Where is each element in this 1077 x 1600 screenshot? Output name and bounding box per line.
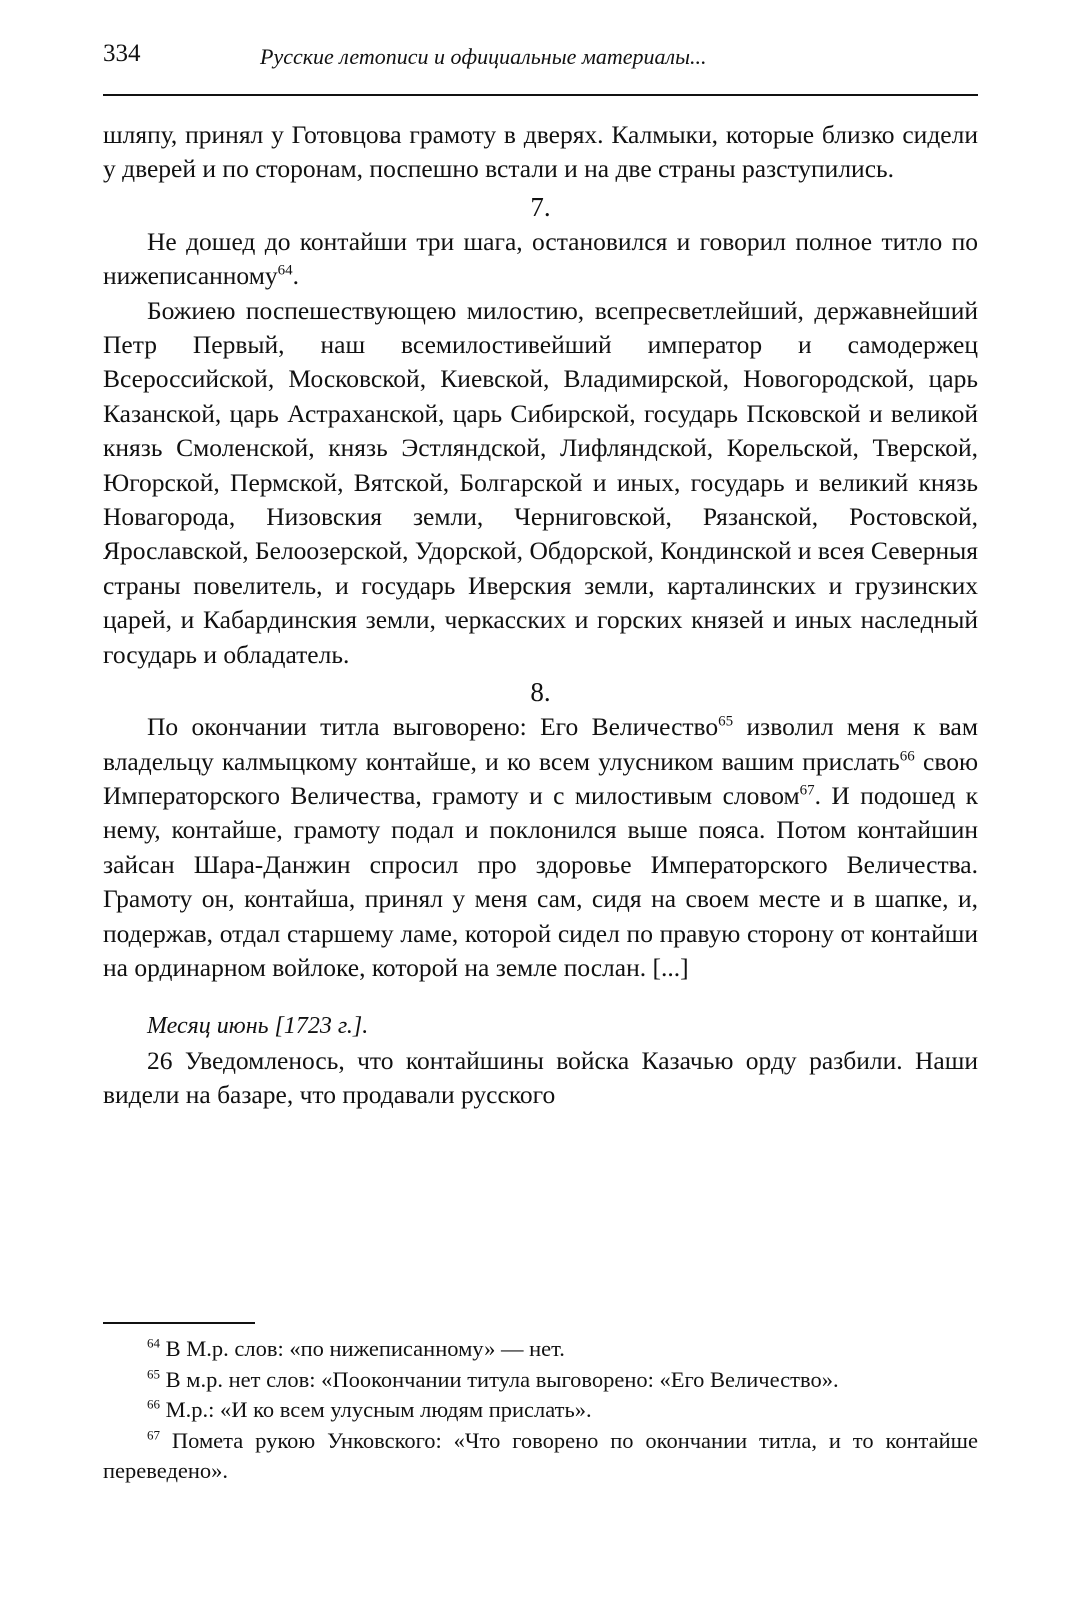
footnote-ref-64[interactable]: 64 bbox=[277, 262, 293, 279]
footnote-number: 64 bbox=[147, 1335, 160, 1351]
paragraph-1: шляпу, принял у Готовцова грамоту в дверях. Калмыки, которые близко сидели у дверей и по сторонам, поспешно встали и на две страны разступились. bbox=[103, 120, 978, 184]
paragraph-4-part-b: изволил меня к вам владельцу калмыцкому контайше, и ко всем улусником вашим прислать bbox=[103, 712, 978, 776]
footnote-64 bbox=[103, 1334, 978, 1365]
footnote-text: М.р.: «И ко всем улусным людям прислать». bbox=[160, 1397, 592, 1422]
page-number: 334 bbox=[103, 40, 141, 67]
footnotes bbox=[103, 1334, 978, 1487]
footnote-text: В м.р. нет слов: «Поокончании титула выговорено: «Его Величество». bbox=[160, 1366, 839, 1392]
paragraph-4 bbox=[103, 710, 978, 985]
paragraph-2-end: . bbox=[292, 261, 299, 291]
date-heading: Месяц июнь [1723 г.]. bbox=[147, 1013, 369, 1040]
paragraph-2 bbox=[103, 225, 978, 294]
footnote-text: В М.р. слов: «по нижеписанному» — нет. bbox=[160, 1336, 565, 1361]
header-rule bbox=[103, 94, 978, 96]
paragraph-4-part-d: . И подошед к нему, контайше, грамоту подал и поклонился выше пояса. Потом контайшин зайсан Шара-Данжин спросил про здоровье Императорского Величества. Грамоту он, контайша, принял у меня сам, сидя на своем месте и в шапке, и, подержав, отдал старшему ламе, которой сидел по правую сторону от контайши на ординарном войлоке, которой на земле послан. [...] bbox=[103, 780, 978, 982]
footnote-number: 66 bbox=[147, 1396, 160, 1412]
footnote-65 bbox=[103, 1365, 978, 1396]
paragraph-4-part-a: По окончании титла выговорено: Его Величество bbox=[147, 712, 719, 742]
footnote-rule bbox=[103, 1322, 255, 1324]
paragraph-5: 26 Уведомленось, что контайшины войска Казачью орду разбили. Наши видели на базаре, что продавали русского bbox=[103, 1045, 978, 1110]
spacer bbox=[103, 985, 978, 1009]
footnote-ref-67[interactable]: 67 bbox=[799, 782, 815, 799]
section-number-8: 8. bbox=[530, 677, 551, 708]
main-text bbox=[103, 118, 978, 1113]
footnote-ref-66[interactable]: 66 bbox=[899, 748, 915, 764]
footnote-66 bbox=[103, 1395, 978, 1426]
section-number-7: 7. bbox=[530, 191, 551, 222]
running-title: Русские летописи и официальные материалы... bbox=[260, 44, 707, 69]
page-header bbox=[103, 40, 978, 84]
footnote-number: 65 bbox=[147, 1366, 160, 1381]
footnote-ref-65[interactable]: 65 bbox=[718, 713, 734, 730]
paragraph-2-text: Не дошед до контайши три шага, остановился и говорил полное титло по нижеписанному bbox=[103, 226, 978, 291]
footnote-67 bbox=[103, 1426, 978, 1487]
paragraph-title: Божиею поспешествующею милостию, всепресветлейший, державнейший Петр Первый, наш всемилостивейший император и самодержец Всероссийской, Московской, Киевской, Владимирской, Новогородской, царь Казанской, царь Астраханской, царь Сибирской, государь Псковской и великой князь Смоленской, князь Эстляндской, Лифляндской, Корельской, Тверской, Югорской, Пермской, Вятской, Болгарской и иных, государь и великий князь Новагорода, Низовския земли, Черниговской, Рязанской, Ростовской, Ярославской, Белоозерской, Удорской, Обдорской, Кондинской и всея Северныя страны повелитель, и государь Иверския земли, карталинских и грузинских царей, и Кабардинския земли, черкасских и горских князей и иных наследный государь и обладатель. bbox=[103, 295, 978, 669]
paragraph-4-part-c: свою Императорского Величества, грамоту и с милостивым словом bbox=[103, 746, 978, 810]
footnote-text: Помета рукою Унковского: «Что говорено по окончании титла, и то контайше переведено». bbox=[103, 1427, 978, 1483]
footnote-number: 67 bbox=[147, 1427, 160, 1442]
